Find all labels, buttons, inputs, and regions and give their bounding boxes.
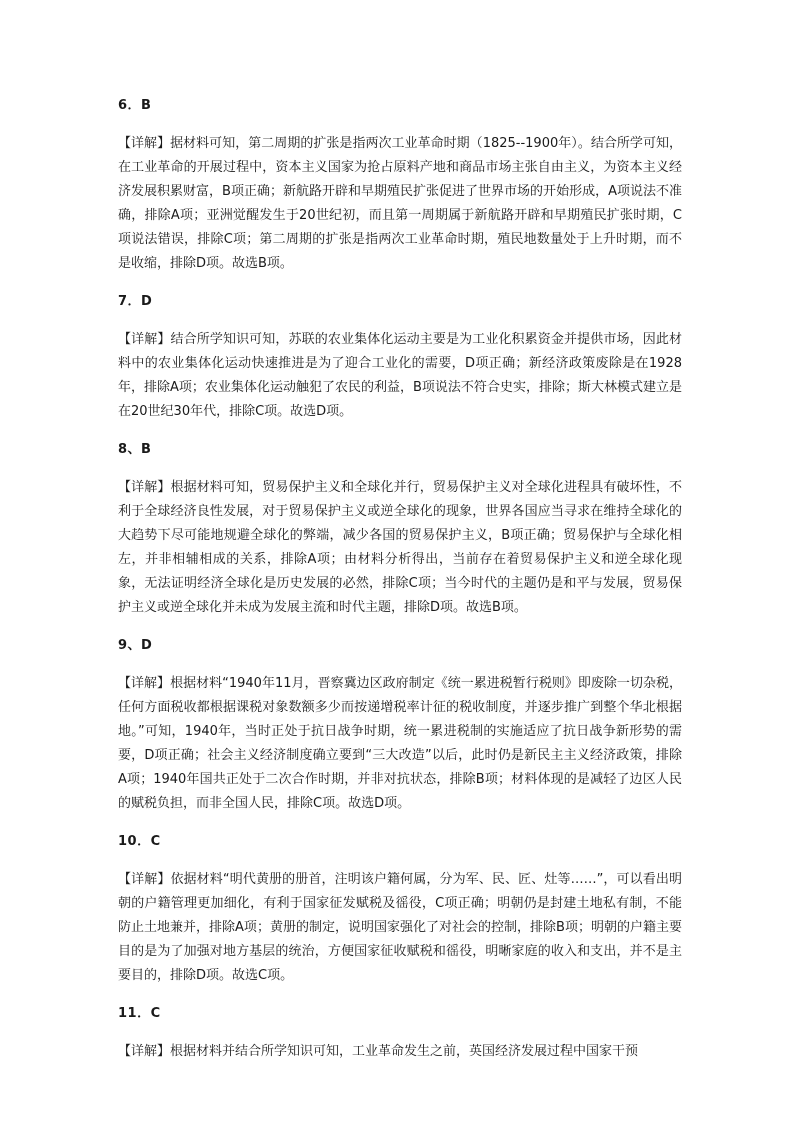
question-number-9: 9、D <box>118 638 153 653</box>
explanation-11: 【详解】根据材料并结合所学知识可知，工业革命发生之前，英国经济发展过程中国家干预 <box>118 1044 639 1059</box>
question-number-7: 7．D <box>118 294 153 309</box>
answer-page <box>118 96 682 1080</box>
question-number-8: 8、B <box>118 442 152 457</box>
explanation-9: 【详解】根据材料“1940年11月，晋察冀边区政府制定《统一累进税暂行税则》即废除一切杂税，任何方面税收都根据课税对象数额多少而按递增税率计征的税收制度，并逐步推广到整个华北根据地。”可知，1940年，当时正处于抗日战争时期，统一累进税制的实施适应了抗日战争新形势的需要，D项正确；社会主义经济制度确立要到“三大改造”以后，此时仍是新民主主义经济政策，排除A项；1940年国共正处于二次合作时期，并非对抗状态，排除B项；材料体现的是减轻了边区人民的赋税负担，而非全国人民，排除C项。故选D项。 <box>118 676 682 811</box>
question-number-6: 6．B <box>118 98 152 113</box>
question-number-10: 10．C <box>118 834 161 849</box>
explanation-7: 【详解】结合所学知识可知，苏联的农业集体化运动主要是为工业化积累资金并提供市场，因此材料中的农业集体化运动快速推进是为了迎合工业化的需要，D项正确；新经济政策废除是在1928年，排除A项；农业集体化运动触犯了农民的利益，B项说法不符合史实，排除；斯大林模式建立是在20世纪30年代，排除C项。故选D项。 <box>118 332 682 419</box>
explanation-8: 【详解】根据材料可知，贸易保护主义和全球化并行，贸易保护主义对全球化进程具有破坏性，不利于全球经济良性发展，对于贸易保护主义或逆全球化的现象，世界各国应当寻求在维持全球化的大趋势下尽可能地规避全球化的弊端，减少各国的贸易保护主义，B项正确；贸易保护与全球化相左，并非相辅相成的关系，排除A项；由材料分析得出，当前存在着贸易保护主义和逆全球化现象，无法证明经济全球化是历史发展的必然，排除C项；当今时代的主题仍是和平与发展，贸易保护主义或逆全球化并未成为发展主流和时代主题，排除D项。故选B项。 <box>118 480 682 615</box>
explanation-10: 【详解】依据材料“明代黄册的册首，注明该户籍何属，分为军、民、匠、灶等……”，可以看出明朝的户籍管理更加细化，有利于国家征发赋税及徭役，C项正确；明朝仍是封建土地私有制，不能防止土地兼并，排除A项；黄册的制定，说明国家强化了对社会的控制，排除B项；明朝的户籍主要目的是为了加强对地方基层的统治，方便国家征收赋税和徭役，明晰家庭的收入和支出，并不是主要目的，排除D项。故选C项。 <box>118 872 682 983</box>
explanation-6: 【详解】据材料可知，第二周期的扩张是指两次工业革命时期（1825--1900年）。结合所学可知，在工业革命的开展过程中，资本主义国家为抢占原料产地和商品市场主张自由主义，为资本主义经济发展积累财富，B项正确；新航路开辟和早期殖民扩张促进了世界市场的开始形成，A项说法不准确，排除A项；亚洲觉醒发生于20世纪初，而且第一周期属于新航路开辟和早期殖民扩张时期，C项说法错误，排除C项；第二周期的扩张是指两次工业革命时期，殖民地数量处于上升时期，而不是收缩，排除D项。故选B项。 <box>118 136 682 271</box>
question-number-11: 11．C <box>118 1006 161 1021</box>
